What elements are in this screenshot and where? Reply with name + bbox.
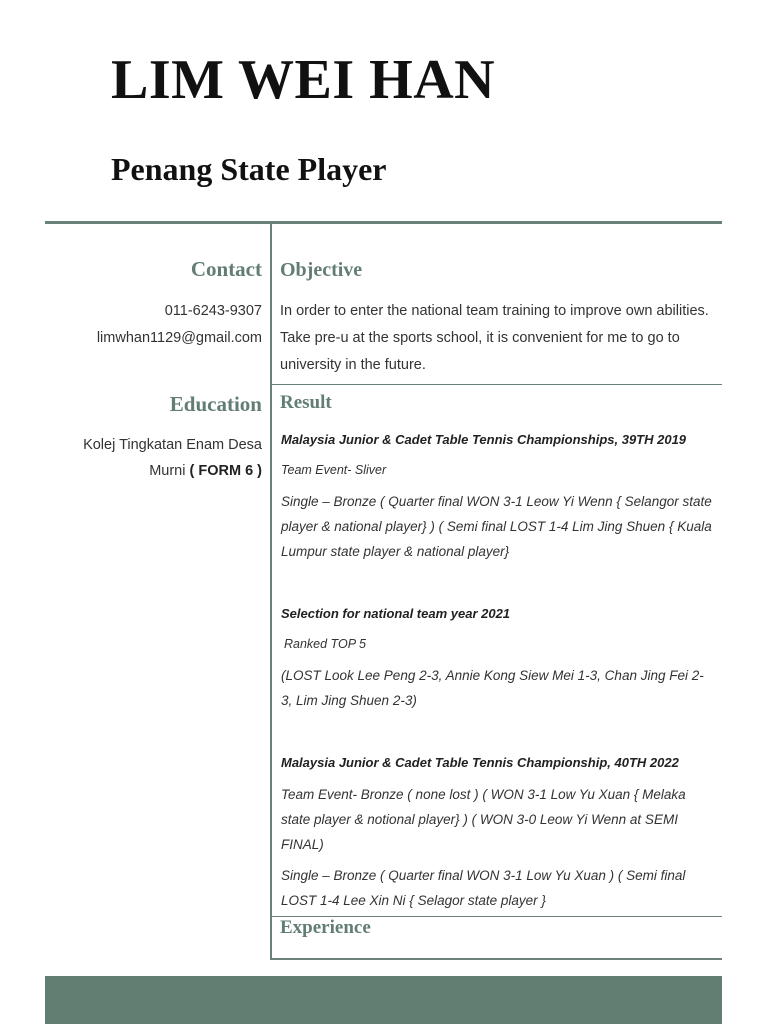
contact-phone: 011-6243-9307 [164, 303, 262, 319]
objective-heading: Objective [280, 259, 363, 281]
result-entry-1-heading: Malaysia Junior & Cadet Table Tennis Championships, 39TH 2019 [281, 432, 687, 447]
header-divider [45, 221, 722, 224]
education-heading: Education [169, 392, 262, 416]
contact-heading: Contact [190, 257, 262, 281]
objective-text: In order to enter the national team training to improve own abilities. Take pre-u at the sports school, it is convenient for me to go to university in the future. [280, 303, 709, 373]
experience-heading: Experience [280, 917, 371, 938]
result-entry-1-line1: Team Event- Sliver [281, 463, 387, 477]
education-school-line1: Kolej Tingkatan Enam Desa [83, 437, 262, 453]
column-divider [270, 224, 272, 960]
result-entry-2-heading: Selection for national team year 2021 [281, 606, 511, 621]
experience-divider [270, 958, 722, 960]
result-heading: Result [280, 392, 332, 413]
education-school-line2 [149, 458, 262, 485]
resume-role: Penang State Player [111, 151, 387, 187]
education-school-name-end: Murni [149, 463, 186, 479]
result-entry-2-line1: Ranked TOP 5 [284, 637, 366, 651]
footer-bar [45, 976, 722, 1024]
result-entry-3-line2: Single – Bronze ( Quarter final WON 3-1 Low Yu Xuan ) ( Semi final LOST 1-4 Lee Xin Ni { Selagor state player } [281, 868, 686, 908]
education-level: ( FORM 6 ) [189, 463, 262, 479]
result-entry-1-line2: Single – Bronze ( Quarter final WON 3-1 Leow Yi Wenn { Selangor state player & national player} ) ( Semi final LOST 1-4 Lim Jing Shuen { Kuala Lumpur state player & national player} [281, 494, 712, 559]
resume-name: LIM WEI HAN [111, 49, 496, 111]
contact-email[interactable]: limwhan1129@gmail.com [96, 330, 262, 346]
result-entry-2-line2: (LOST Look Lee Peng 2-3, Annie Kong Siew Mei 1-3, Chan Jing Fei 2-3, Lim Jing Shuen 2-3) [281, 668, 704, 708]
result-entry-3-heading: Malaysia Junior & Cadet Table Tennis Championship, 40TH 2022 [281, 755, 679, 770]
objective-divider [272, 384, 722, 385]
result-entry-3-line1: Team Event- Bronze ( none lost ) ( WON 3-1 Low Yu Xuan { Melaka state player & notional player} ) ( WON 3-0 Leow Yi Wenn at SEMI FINAL) [281, 787, 686, 852]
